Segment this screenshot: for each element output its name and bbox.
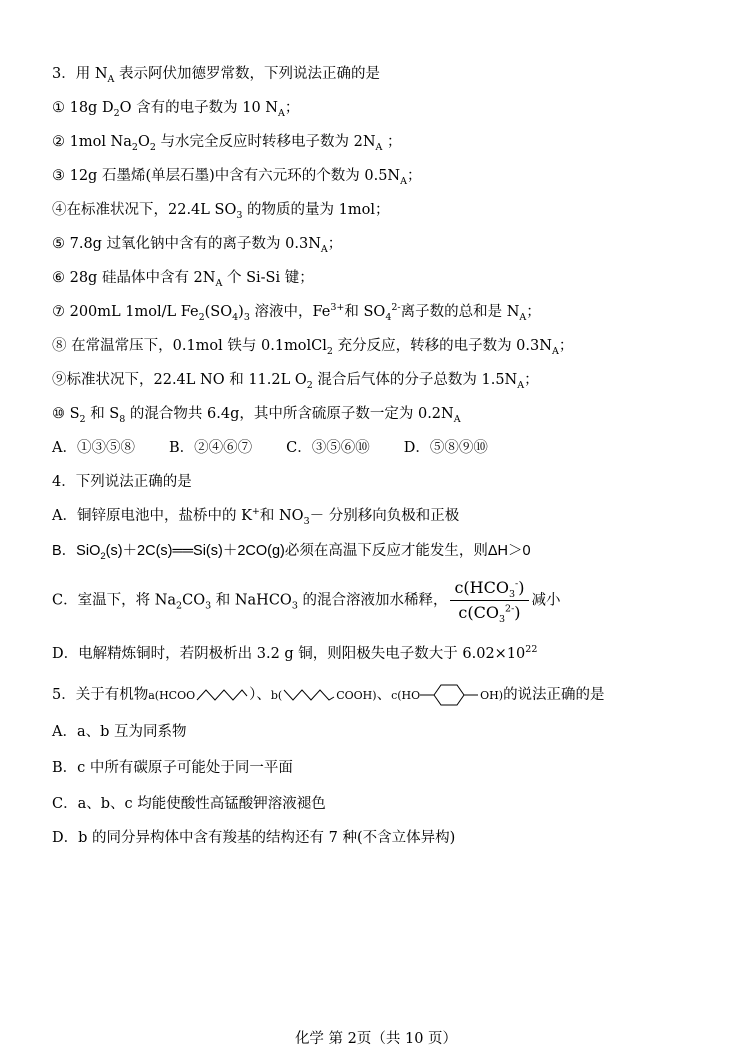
cyclohexane-ring bbox=[420, 682, 480, 708]
q3-statement-7: ⑦ 200mL 1mol/L $Fe_2(SO_4)_3$ 溶液中，$Fe^{3+}$和 $SO_4^{2-}$离子数的总和是 $N_A$； bbox=[52, 302, 541, 323]
q4-option-a: A．铜锌原电池中，盐桥中的 K+和 $NO_3-$ 分别移向负极和正极 bbox=[52, 506, 460, 527]
q3-option-d: D．⑤⑧⑨⑩ bbox=[403, 440, 488, 456]
q3-statement-4: ④在标准状况下，22.4L $SO_3$ 的物质的量为 1mol； bbox=[52, 202, 390, 221]
compound-a-zigzag-chain bbox=[195, 685, 249, 705]
q5-stem: 5．关于有机物a(HCOO ）、b( COOH)、c(HO OH)的说法正确的是 bbox=[52, 682, 605, 708]
q3-statement-8: ⑧ 在常温常压下，0.1mol 铁与 0.1molCl$_2$ 充分反应，转移的电子数为 $0.3N_A$； bbox=[52, 338, 574, 357]
q3-statement-10: ⑩ $S_2$ 和 $S_8$ 的混合物共 6.4g，其中所含硫原子数一定为 $0.2N_A$ bbox=[52, 406, 461, 425]
q5-option-b: B．c 中所有碳原子可能处于同一平面 bbox=[52, 760, 293, 776]
compound-b-zigzag-chain bbox=[282, 685, 336, 705]
q3-option-a: A．①③⑤⑧ bbox=[52, 440, 135, 456]
q4-option-c: C．室温下，将 $Na_2CO_3$ 和 NaHCO$_3$ 的混合溶液加水稀释， $\frac{c(HCO_3^-)}{c(CO_3^{2-})}$ 减小 bbox=[52, 578, 561, 626]
q3-statement-6: ⑥ 28g 硅晶体中含有 $2N_A$ 个 Si-Si 键； bbox=[52, 270, 314, 289]
q5-option-a: A．a、b 互为同系物 bbox=[52, 724, 187, 740]
q4-option-d: D．电解精炼铜时，若阴极析出 3.2 g 铜，则阳极失电子数大于 $6.02\times 10^{22}$ bbox=[52, 644, 538, 662]
q5-option-c: C．a、b、c 均能使酸性高锰酸钾溶液褪色 bbox=[52, 796, 326, 812]
q3-statement-3: ③ 12g 石墨烯(单层石墨)中含有六元环的个数为 $0.5N_A$； bbox=[52, 168, 422, 187]
q3-options bbox=[52, 438, 522, 458]
q3-statement-5: ⑤ 7.8g 过氧化钠中含有的离子数为 $0.3N_A$； bbox=[52, 236, 343, 255]
concentration-ratio-fraction: $\frac{c(HCO_3^-)}{c(CO_3^{2-})}$ bbox=[450, 578, 528, 623]
q3-statement-9: ⑨标准状况下，22.4L NO 和 11.2L $O_2$ 混合后气体的分子总数为 $1.5N_A$； bbox=[52, 372, 539, 391]
q3-statement-1: ① 18g $D_2O$ 含有的电子数为 10 $N_A$； bbox=[52, 100, 300, 119]
q5-option-d: D．b 的同分异构体中含有羧基的结构还有 7 种(不含立体异构) bbox=[52, 830, 456, 846]
q3-statement-2: ② 1mol $Na_2O_2$ 与水完全反应时转移电子数为 $2N_A$ ； bbox=[52, 134, 402, 153]
q4-stem: 4．下列说法正确的是 bbox=[52, 474, 192, 490]
q3-stem: 3．用 $N_A$ 表示阿伏加德罗常数，下列说法正确的是 bbox=[52, 66, 381, 85]
q3-option-c: C．③⑤⑥⑩ bbox=[286, 440, 370, 456]
page-footer: 化学 第 2页（共 10 页） bbox=[294, 1031, 458, 1047]
q4-option-b: B．SiO$_2$(s)＋2C(s)══Si(s)＋2CO(g)必须在高温下反应才能发生，则ΔH＞0 bbox=[52, 543, 531, 562]
q3-option-b: B．②④⑥⑦ bbox=[168, 440, 253, 456]
